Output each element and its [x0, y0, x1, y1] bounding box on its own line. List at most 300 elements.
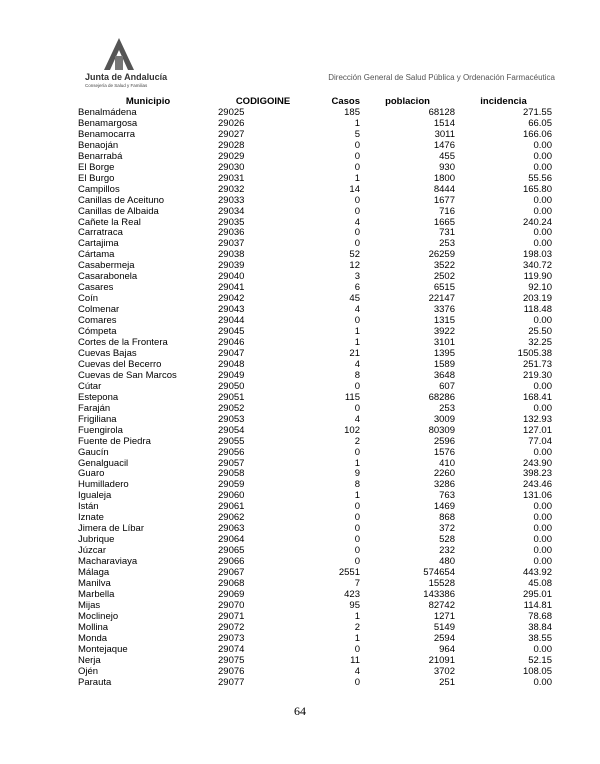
- cell-poblacion: 3522: [433, 260, 455, 272]
- cell-municipio: Colmenar: [78, 304, 120, 316]
- cell-incidencia: 240.24: [522, 216, 552, 228]
- cell-municipio: Faraján: [78, 402, 111, 414]
- cell-incidencia: 0.00: [533, 501, 552, 513]
- cell-casos: 0: [354, 512, 360, 524]
- cell-incidencia: 443.92: [522, 567, 552, 579]
- cell-codigoine: 29038: [218, 249, 245, 261]
- cell-incidencia: 203.19: [522, 293, 552, 305]
- cell-poblacion: 251: [439, 676, 455, 688]
- cell-incidencia: 219.30: [522, 369, 552, 381]
- cell-municipio: Guaro: [78, 468, 105, 480]
- cell-municipio: Júzcar: [78, 545, 106, 557]
- cell-codigoine: 29072: [218, 621, 245, 633]
- table-row: [78, 305, 552, 316]
- cell-incidencia: 119.90: [523, 271, 552, 283]
- cell-incidencia: 0.00: [533, 150, 552, 162]
- table-row: [78, 250, 552, 261]
- table-row: [78, 228, 552, 239]
- table-row: [78, 601, 552, 612]
- cell-codigoine: 29053: [218, 413, 245, 425]
- cell-poblacion: 1395: [433, 347, 455, 359]
- cell-poblacion: 410: [439, 457, 455, 469]
- cell-casos: 11: [350, 654, 360, 666]
- cell-codigoine: 29030: [218, 161, 245, 173]
- cell-poblacion: 232: [439, 545, 455, 557]
- table-row: [78, 524, 552, 535]
- org-logo: [80, 38, 134, 70]
- table-row: [78, 546, 552, 557]
- cell-incidencia: 251.73: [522, 358, 552, 370]
- cell-municipio: Cómpeta: [78, 326, 117, 338]
- cell-incidencia: 198.03: [522, 249, 552, 261]
- cell-casos: 0: [354, 523, 360, 535]
- cell-municipio: Benalmádena: [78, 107, 137, 118]
- cell-incidencia: 0.00: [533, 512, 552, 524]
- cell-poblacion: 1677: [433, 194, 455, 206]
- cell-poblacion: 68128: [428, 107, 455, 118]
- cell-codigoine: 29055: [218, 435, 245, 447]
- cell-codigoine: 29032: [218, 183, 245, 195]
- cell-poblacion: 3101: [433, 337, 455, 349]
- cell-poblacion: 574654: [423, 567, 455, 579]
- cell-municipio: Coín: [78, 293, 99, 305]
- cell-codigoine: 29042: [218, 293, 245, 305]
- cell-municipio: El Borge: [78, 161, 115, 173]
- cell-codigoine: 29058: [218, 468, 245, 480]
- cell-codigoine: 29051: [218, 391, 245, 403]
- cell-codigoine: 29076: [218, 665, 245, 677]
- cell-poblacion: 3702: [433, 665, 455, 677]
- cell-poblacion: 1589: [433, 358, 455, 370]
- table-row: [78, 119, 552, 130]
- cell-codigoine: 29066: [218, 556, 245, 568]
- cell-incidencia: 0.00: [533, 446, 552, 458]
- cell-poblacion: 253: [439, 238, 455, 250]
- cell-casos: 21: [349, 347, 360, 359]
- cell-codigoine: 29054: [218, 424, 245, 436]
- cell-incidencia: 0.00: [533, 194, 552, 206]
- cell-codigoine: 29063: [218, 523, 245, 535]
- table-row: [78, 239, 552, 250]
- cell-casos: 12: [349, 260, 360, 272]
- cell-municipio: Benarrabá: [78, 150, 123, 162]
- table-row: [78, 218, 552, 229]
- cell-codigoine: 29065: [218, 545, 245, 557]
- cell-casos: 0: [354, 446, 360, 458]
- cell-poblacion: 253: [439, 402, 455, 414]
- cell-codigoine: 29045: [218, 326, 245, 338]
- cell-municipio: Málaga: [78, 567, 110, 579]
- cell-poblacion: 143386: [423, 588, 455, 600]
- cell-casos: 3: [354, 271, 360, 283]
- cell-casos: 1: [354, 337, 360, 349]
- cell-incidencia: 127.01: [522, 424, 552, 436]
- cell-codigoine: 29067: [218, 567, 245, 579]
- cell-municipio: Carratraca: [78, 227, 123, 239]
- table-row: [78, 338, 552, 349]
- cell-casos: 0: [354, 676, 360, 688]
- cell-poblacion: 480: [439, 556, 455, 568]
- cell-incidencia: 0.00: [533, 139, 552, 151]
- cell-poblacion: 1469: [433, 501, 455, 513]
- table-row: [78, 469, 552, 480]
- cell-incidencia: 77.04: [528, 435, 552, 447]
- cell-poblacion: 2594: [433, 632, 455, 644]
- cell-incidencia: 0.00: [533, 402, 552, 414]
- cell-municipio: Mollina: [78, 621, 109, 633]
- cell-codigoine: 29062: [218, 512, 245, 524]
- cell-poblacion: 2596: [433, 435, 455, 447]
- cell-municipio: Humilladero: [78, 479, 129, 491]
- cell-casos: 0: [354, 501, 360, 513]
- cell-municipio: Fuengirola: [78, 424, 123, 436]
- cell-municipio: Igualeja: [78, 490, 112, 502]
- cell-casos: 0: [354, 402, 360, 414]
- cell-incidencia: 108.05: [522, 665, 552, 677]
- table-row: [78, 141, 552, 152]
- cell-poblacion: 868: [439, 512, 455, 524]
- cell-casos: 423: [344, 588, 360, 600]
- cell-incidencia: 0.00: [533, 556, 552, 568]
- cell-poblacion: 1271: [433, 610, 455, 622]
- cell-codigoine: 29047: [218, 347, 245, 359]
- table-row: [78, 283, 552, 294]
- table-row: [78, 294, 552, 305]
- cell-poblacion: 6515: [433, 282, 455, 294]
- cell-casos: 185: [344, 107, 360, 118]
- cell-municipio: Cuevas de San Marcos: [78, 369, 177, 381]
- column-header-poblacion: poblacion: [385, 96, 430, 108]
- cell-poblacion: 1476: [433, 139, 455, 151]
- cell-codigoine: 29026: [218, 117, 245, 129]
- cell-codigoine: 29056: [218, 446, 245, 458]
- cell-codigoine: 29064: [218, 534, 245, 546]
- cell-municipio: Cuevas del Becerro: [78, 358, 162, 370]
- cell-casos: 0: [354, 161, 360, 173]
- cell-poblacion: 3648: [433, 369, 455, 381]
- cell-incidencia: 132.93: [522, 413, 552, 425]
- org-name: Junta de Andalucía: [85, 72, 168, 82]
- cell-municipio: Cártama: [78, 249, 115, 261]
- cell-municipio: Cañete la Real: [78, 216, 141, 228]
- cell-codigoine: 29059: [218, 479, 245, 491]
- cell-municipio: Cortes de la Frontera: [78, 337, 168, 349]
- cell-casos: 9: [354, 468, 360, 480]
- cell-poblacion: 68286: [428, 391, 455, 403]
- table-row: [78, 535, 552, 546]
- cell-casos: 45: [349, 293, 360, 305]
- cell-municipio: Moclinejo: [78, 610, 119, 622]
- cell-codigoine: 29052: [218, 402, 245, 414]
- table-row: [78, 415, 552, 426]
- table-row: [78, 108, 552, 119]
- cell-casos: 4: [354, 304, 360, 316]
- table-row: [78, 623, 552, 634]
- cell-poblacion: 716: [439, 205, 455, 217]
- cell-codigoine: 29070: [218, 599, 245, 611]
- cell-codigoine: 29069: [218, 588, 245, 600]
- cell-codigoine: 29068: [218, 577, 245, 589]
- cell-municipio: Casarabonela: [78, 271, 138, 283]
- table-row: [78, 579, 552, 590]
- cell-codigoine: 29029: [218, 150, 245, 162]
- cell-incidencia: 271.55: [522, 107, 552, 118]
- cell-incidencia: 0.00: [533, 676, 552, 688]
- cell-municipio: Campillos: [78, 183, 120, 195]
- cell-municipio: Montejaque: [78, 643, 128, 655]
- cell-codigoine: 29061: [218, 501, 245, 513]
- cell-casos: 0: [354, 194, 360, 206]
- table-row: [78, 174, 552, 185]
- cell-codigoine: 29028: [218, 139, 245, 151]
- cell-codigoine: 29031: [218, 172, 245, 184]
- cell-incidencia: 243.90: [522, 457, 552, 469]
- cell-codigoine: 29036: [218, 227, 245, 239]
- cell-municipio: Canillas de Aceituno: [78, 194, 165, 206]
- cell-municipio: Cútar: [78, 380, 102, 392]
- cell-codigoine: 29074: [218, 643, 245, 655]
- cell-incidencia: 165.80: [522, 183, 552, 195]
- cell-casos: 0: [354, 380, 360, 392]
- cell-codigoine: 29048: [218, 358, 245, 370]
- cell-poblacion: 3922: [433, 326, 455, 338]
- table-row: [78, 185, 552, 196]
- cell-codigoine: 29041: [218, 282, 245, 294]
- table-row: [78, 557, 552, 568]
- cell-codigoine: 29039: [218, 260, 245, 272]
- cell-incidencia: 0.00: [533, 205, 552, 217]
- table-row: [78, 678, 552, 689]
- cell-municipio: El Burgo: [78, 172, 115, 184]
- cell-incidencia: 0.00: [533, 315, 552, 327]
- cell-codigoine: 29073: [218, 632, 245, 644]
- table-row: [78, 656, 552, 667]
- cell-casos: 1: [354, 610, 360, 622]
- cell-poblacion: 1514: [433, 117, 455, 129]
- cell-incidencia: 78.68: [528, 610, 552, 622]
- cell-municipio: Nerja: [78, 654, 101, 666]
- cell-poblacion: 3009: [433, 413, 455, 425]
- cell-poblacion: 372: [439, 523, 455, 535]
- cell-codigoine: 29025: [218, 107, 245, 118]
- cell-incidencia: 0.00: [533, 534, 552, 546]
- cell-poblacion: 930: [439, 161, 455, 173]
- table-row: [78, 426, 552, 437]
- cell-codigoine: 29077: [218, 676, 245, 688]
- cell-incidencia: 243.46: [522, 479, 552, 491]
- cell-poblacion: 964: [439, 643, 455, 655]
- table-row: [78, 667, 552, 678]
- table-row: [78, 634, 552, 645]
- cell-codigoine: 29037: [218, 238, 245, 250]
- column-header-casos: Casos: [331, 96, 360, 108]
- cell-poblacion: 528: [439, 534, 455, 546]
- cell-codigoine: 29034: [218, 205, 245, 217]
- cell-poblacion: 2260: [433, 468, 455, 480]
- cell-incidencia: 295.01: [522, 588, 552, 600]
- column-header-municipio: Municipio: [125, 96, 171, 108]
- cell-incidencia: 38.84: [528, 621, 552, 633]
- direction-title: Dirección General de Salud Pública y Ordenación Farmacéutica: [328, 73, 555, 82]
- table-row: [78, 590, 552, 601]
- cell-poblacion: 8444: [433, 183, 455, 195]
- table-row: [78, 163, 552, 174]
- table-row: [78, 502, 552, 513]
- cell-incidencia: 45.08: [528, 577, 552, 589]
- cell-incidencia: 118.48: [523, 304, 552, 316]
- cell-incidencia: 66.05: [528, 117, 552, 129]
- table-row: [78, 459, 552, 470]
- table-row: [78, 480, 552, 491]
- table-row: [78, 272, 552, 283]
- cell-poblacion: 21091: [428, 654, 455, 666]
- cell-municipio: Jimera de Líbar: [78, 523, 145, 535]
- cell-casos: 5: [354, 128, 360, 140]
- cell-municipio: Benaoján: [78, 139, 119, 151]
- cell-casos: 4: [354, 413, 360, 425]
- cell-incidencia: 0.00: [533, 238, 552, 250]
- table-row: [78, 404, 552, 415]
- cell-municipio: Benamargosa: [78, 117, 138, 129]
- cell-codigoine: 29071: [218, 610, 245, 622]
- cell-casos: 115: [344, 391, 360, 403]
- cell-poblacion: 22147: [428, 293, 455, 305]
- cell-poblacion: 26259: [428, 249, 455, 261]
- cell-codigoine: 29040: [218, 271, 245, 283]
- cell-poblacion: 607: [439, 380, 455, 392]
- cell-incidencia: 25.50: [528, 326, 552, 338]
- cell-incidencia: 0.00: [533, 545, 552, 557]
- cell-incidencia: 92.10: [528, 282, 552, 294]
- table-row: [78, 645, 552, 656]
- cell-incidencia: 55.56: [528, 172, 552, 184]
- cell-incidencia: 166.06: [522, 128, 552, 140]
- cell-poblacion: 80309: [428, 424, 455, 436]
- cell-poblacion: 82742: [428, 599, 455, 611]
- cell-incidencia: 38.55: [528, 632, 552, 644]
- cell-casos: 0: [354, 534, 360, 546]
- table-row: [78, 196, 552, 207]
- table-row: [78, 207, 552, 218]
- cell-casos: 4: [354, 358, 360, 370]
- table-header-row: [78, 97, 552, 108]
- cell-casos: 102: [344, 424, 360, 436]
- cell-casos: 52: [349, 249, 360, 261]
- cell-municipio: Istán: [78, 501, 99, 513]
- cell-casos: 0: [354, 150, 360, 162]
- table-row: [78, 491, 552, 502]
- cell-casos: 4: [354, 216, 360, 228]
- cell-municipio: Casabermeja: [78, 260, 135, 272]
- cell-casos: 0: [354, 556, 360, 568]
- cell-incidencia: 114.81: [523, 599, 552, 611]
- cell-casos: 14: [349, 183, 360, 195]
- cell-municipio: Parauta: [78, 676, 112, 688]
- cell-codigoine: 29060: [218, 490, 245, 502]
- page-number: 64: [294, 704, 306, 718]
- table-row: [78, 393, 552, 404]
- table-row: [78, 448, 552, 459]
- cell-casos: 2: [354, 435, 360, 447]
- cell-poblacion: 1665: [433, 216, 455, 228]
- cell-poblacion: 2502: [433, 271, 455, 283]
- cell-casos: 0: [354, 643, 360, 655]
- cell-casos: 1: [354, 490, 360, 502]
- cell-municipio: Cartajima: [78, 238, 119, 250]
- cell-municipio: Gaucín: [78, 446, 109, 458]
- table-row: [78, 612, 552, 623]
- cell-casos: 95: [349, 599, 360, 611]
- cell-casos: 1: [354, 117, 360, 129]
- cell-municipio: Canillas de Albaida: [78, 205, 159, 217]
- cell-incidencia: 0.00: [533, 643, 552, 655]
- cell-casos: 8: [354, 479, 360, 491]
- cell-codigoine: 29050: [218, 380, 245, 392]
- cell-municipio: Genalguacil: [78, 457, 129, 469]
- cell-municipio: Manilva: [78, 577, 111, 589]
- cell-municipio: Marbella: [78, 588, 115, 600]
- table-row: [78, 382, 552, 393]
- cell-casos: 0: [354, 205, 360, 217]
- table-row: [78, 316, 552, 327]
- cell-incidencia: 0.00: [533, 380, 552, 392]
- cell-casos: 2551: [338, 567, 360, 579]
- cell-municipio: Benamocarra: [78, 128, 136, 140]
- cell-poblacion: 3376: [433, 304, 455, 316]
- cell-municipio: Comares: [78, 315, 117, 327]
- cell-casos: 0: [354, 227, 360, 239]
- cell-codigoine: 29046: [218, 337, 245, 349]
- cell-casos: 7: [354, 577, 360, 589]
- cell-incidencia: 131.06: [522, 490, 552, 502]
- cell-codigoine: 29027: [218, 128, 245, 140]
- cell-casos: 1: [354, 632, 360, 644]
- cell-municipio: Fuente de Piedra: [78, 435, 151, 447]
- column-header-incidencia: incidencia: [480, 96, 527, 108]
- cell-incidencia: 0.00: [533, 161, 552, 173]
- junta-andalucia-logo-icon: [104, 38, 134, 70]
- cell-incidencia: 168.41: [522, 391, 552, 403]
- cell-codigoine: 29035: [218, 216, 245, 228]
- cell-municipio: Mijas: [78, 599, 101, 611]
- cell-casos: 0: [354, 238, 360, 250]
- table-row: [78, 152, 552, 163]
- cell-incidencia: 32.25: [528, 337, 552, 349]
- cell-incidencia: 398.23: [522, 468, 552, 480]
- cell-municipio: Macharaviaya: [78, 556, 138, 568]
- cell-poblacion: 455: [439, 150, 455, 162]
- cell-casos: 0: [354, 545, 360, 557]
- page-header: [0, 0, 600, 96]
- org-subtitle: Consejería de Salud y Familias: [85, 83, 148, 88]
- cell-municipio: Cuevas Bajas: [78, 347, 137, 359]
- cell-municipio: Frigiliana: [78, 413, 117, 425]
- table-row: [78, 261, 552, 272]
- cell-codigoine: 29044: [218, 315, 245, 327]
- cell-incidencia: 340.72: [522, 260, 552, 272]
- table-row: [78, 568, 552, 579]
- cell-codigoine: 29043: [218, 304, 245, 316]
- cell-casos: 8: [354, 369, 360, 381]
- cell-municipio: Iznate: [78, 512, 104, 524]
- cell-poblacion: 3286: [433, 479, 455, 491]
- cell-codigoine: 29057: [218, 457, 245, 469]
- cell-municipio: Jubrique: [78, 534, 115, 546]
- cell-incidencia: 52.15: [528, 654, 552, 666]
- cell-poblacion: 1315: [433, 315, 455, 327]
- cell-incidencia: 0.00: [533, 227, 552, 239]
- cell-casos: 6: [354, 282, 360, 294]
